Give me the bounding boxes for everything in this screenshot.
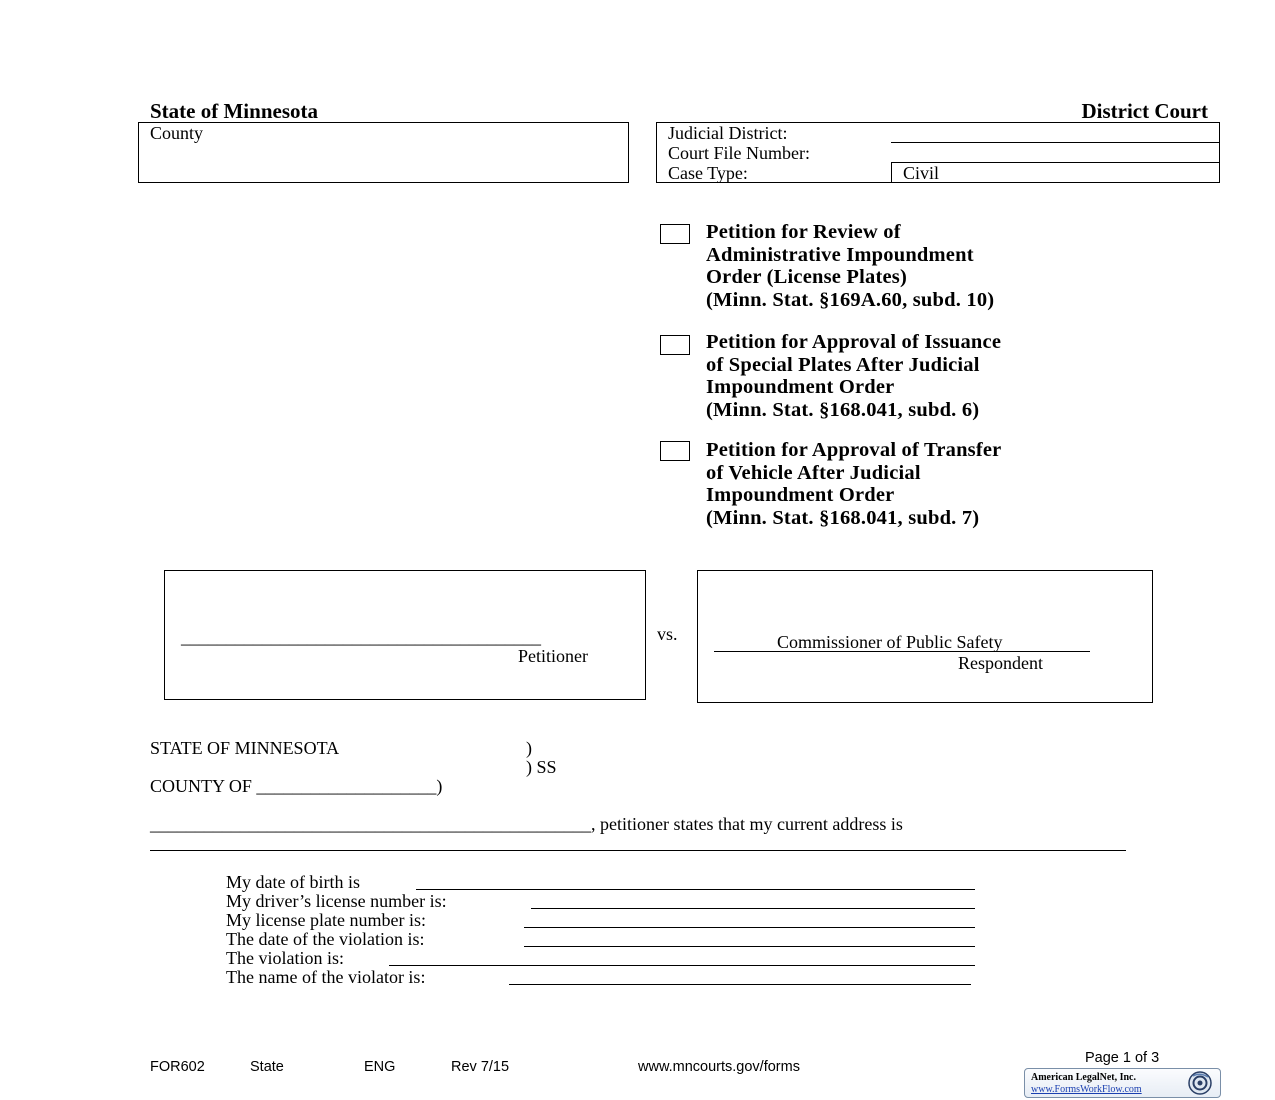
footer-url[interactable]: www.mncourts.gov/forms <box>638 1059 800 1075</box>
footer-revision: Rev 7/15 <box>451 1059 510 1075</box>
petition-special-plates-title: Petition for Approval of Issuance of Special Plates After Judicial Impoundment Order (Minn. Stat. §168.041, subd. 6) <box>706 331 1002 421</box>
statement-text: , petitioner states that my current address is <box>591 814 903 834</box>
venue-state: STATE OF MINNESOTA <box>150 738 340 758</box>
date-of-birth-label: My date of birth is <box>226 872 360 892</box>
petitioner-label: Petitioner <box>518 646 588 666</box>
petition-special-plates-checkbox[interactable] <box>660 335 690 355</box>
date-of-birth-field[interactable] <box>416 889 975 890</box>
petition-review-checkbox[interactable] <box>660 224 690 244</box>
venue-state-paren: ) <box>526 738 532 758</box>
brand-url[interactable]: www.FormsWorkFlow.com <box>1031 1084 1142 1095</box>
license-plate-label: My license plate number is: <box>226 910 426 930</box>
case-type-divider <box>891 163 893 183</box>
state-title: State of Minnesota <box>150 99 318 123</box>
violation-date-label: The date of the violation is: <box>226 929 425 949</box>
petition-transfer-title: Petition for Approval of Transfer of Vehicle After Judicial Impoundment Order (Minn. Stat. §168.041, subd. 7) <box>706 439 1002 529</box>
drivers-license-field[interactable] <box>531 908 975 909</box>
respondent-name: Commissioner of Public Safety <box>777 632 1003 652</box>
petition-transfer-checkbox[interactable] <box>660 441 690 461</box>
current-address-field[interactable] <box>150 850 1126 851</box>
footer-scope: State <box>250 1059 284 1075</box>
brand-badge[interactable] <box>1024 1068 1221 1098</box>
license-plate-field[interactable] <box>524 927 975 928</box>
judicial-district-label: Judicial District: <box>668 123 788 143</box>
respondent-label: Respondent <box>958 653 1043 673</box>
court-file-number-label: Court File Number: <box>668 143 810 163</box>
county-box[interactable] <box>138 122 629 183</box>
venue-ss: ) SS <box>526 757 557 777</box>
brand-name: American LegalNet, Inc. <box>1031 1072 1136 1083</box>
drivers-license-label: My driver’s license number is: <box>226 891 447 911</box>
violation-label: The violation is: <box>226 948 344 968</box>
versus-label: vs. <box>657 624 678 644</box>
judicial-district-field[interactable] <box>891 142 1219 143</box>
respondent-box <box>697 570 1153 703</box>
violator-name-field[interactable] <box>509 984 971 985</box>
page-number: Page 1 of 3 <box>1085 1050 1160 1066</box>
petitioner-name-field[interactable]: ________________________________________ <box>181 627 541 647</box>
violator-name-label: The name of the violator is: <box>226 967 426 987</box>
petitioner-box <box>164 570 646 700</box>
court-file-number-field[interactable] <box>891 162 1219 163</box>
violation-date-field[interactable] <box>524 946 975 947</box>
violation-field[interactable] <box>389 965 975 966</box>
case-type-label: Case Type: <box>668 163 748 183</box>
globe-icon <box>1182 1070 1218 1096</box>
case-type-value: Civil <box>903 163 940 183</box>
county-label: County <box>150 123 204 143</box>
footer-language: ENG <box>364 1059 396 1075</box>
venue-county-field[interactable]: COUNTY OF ____________________) <box>150 776 443 796</box>
petitioner-name-blank[interactable]: _________________________________________________ <box>150 814 591 834</box>
footer-form-id: FOR602 <box>150 1059 205 1075</box>
case-info-box <box>656 122 1220 183</box>
court-title: District Court <box>1081 99 1208 123</box>
petitioner-statement <box>150 815 903 834</box>
petition-review-title: Petition for Review of Administrative Impoundment Order (License Plates) (Minn. Stat. §169A.60, subd. 10) <box>706 221 995 311</box>
